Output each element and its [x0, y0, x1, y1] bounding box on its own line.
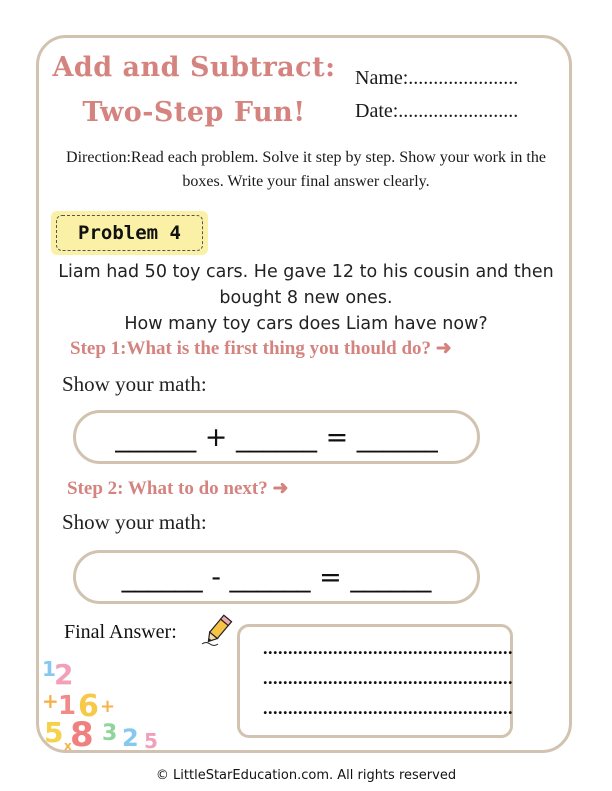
step1-label: Step 1:What is the first thing you thould do? ➜ [70, 338, 452, 359]
pencil-icon [200, 612, 236, 648]
date-field[interactable]: Date:........................ [355, 100, 519, 122]
decor-digit: x [64, 739, 72, 753]
decor-digit: 5 [44, 716, 64, 749]
footer-copyright: © LittleStarEducation.com. All rights reserved [155, 768, 457, 783]
colorful-numbers-icon [40, 654, 170, 754]
problem-text [40, 259, 572, 337]
step2-show-math: Show your math: [62, 510, 207, 534]
worksheet-title-line1: Add and Subtract: [52, 52, 336, 83]
worksheet-title-line2: Two-Step Fun! [82, 97, 306, 128]
decor-digit: 1 [42, 657, 56, 681]
problem-badge-label: Problem 4 [56, 215, 203, 251]
step2-equation: ______ - ______ = ______ [121, 561, 432, 593]
step1-equation: ______ + ______ = ______ [115, 421, 438, 453]
step1-show-math: Show your math: [62, 372, 207, 396]
decor-digit: 2 [54, 658, 74, 691]
decor-digit: 6 [78, 689, 99, 724]
step2-label: Step 2: What to do next? ➜ [67, 478, 289, 499]
step1-math-box[interactable] [73, 410, 480, 464]
final-answer-label: Final Answer: [64, 621, 177, 643]
decor-digit: + [42, 689, 59, 713]
decor-digit: 5 [144, 729, 158, 753]
answer-line-1: .................................................. [263, 638, 513, 658]
decor-digit: 8 [70, 715, 94, 754]
problem-question: How many toy cars does Liam have now? [124, 314, 488, 334]
direction-text: Direction:Read each problem. Solve it step by step. Show your work in the boxes. Write your final answer clearly. [66, 149, 546, 190]
decor-digit: 2 [122, 724, 139, 752]
decor-digit: 3 [102, 721, 118, 746]
decor-digit: + [100, 696, 116, 717]
answer-line-2: .................................................. [263, 668, 513, 688]
decor-digit: 1 [58, 691, 77, 721]
problem-line1: Liam had 50 toy cars. He gave 12 to his cousin and then [58, 262, 554, 282]
problem-badge [51, 211, 208, 255]
problem-line2: bought 8 new ones. [219, 288, 393, 308]
name-field[interactable]: Name:...................... [355, 67, 519, 89]
answer-line-3: .................................................. [263, 698, 513, 718]
step2-math-box[interactable] [73, 550, 480, 604]
